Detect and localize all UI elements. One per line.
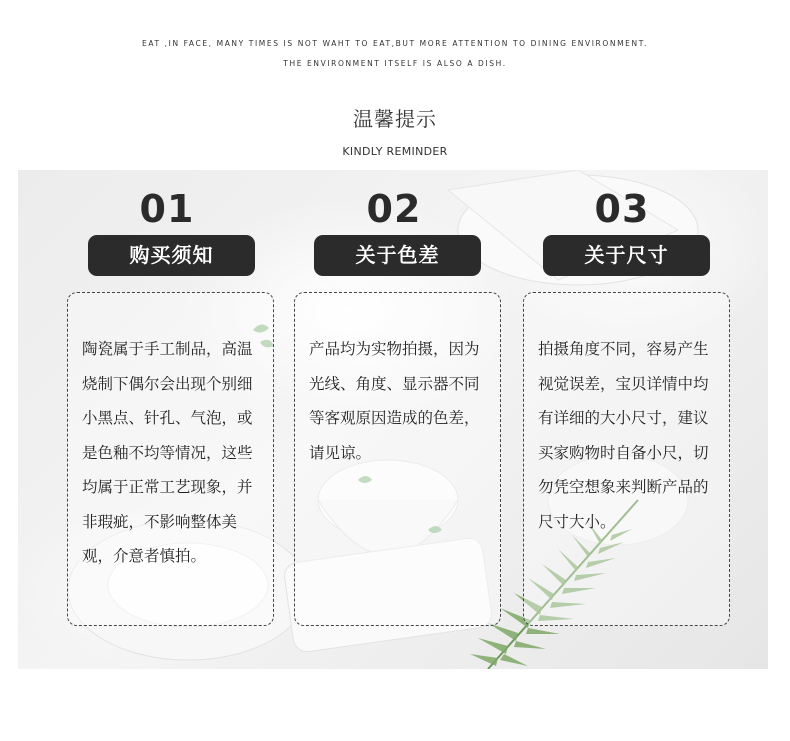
card-text-box [294,292,501,626]
card-number: 03 [594,187,650,231]
section-subtitle: KINDLY REMINDER [342,145,448,158]
reminder-card-2 [290,170,498,669]
card-text: 产品均为实物拍摄，因为光线、角度、显示器不同等客观原因造成的色差，请见谅。 [309,340,480,462]
reminder-card-1 [63,170,271,669]
section-title: 温馨提示 [353,107,437,131]
card-heading: 关于色差 [314,235,481,276]
card-text: 陶瓷属于手工制品，高温烧制下偶尔会出现个别细小黑点、针孔、气泡，或是色釉不均等情况，这些均属于正常工艺现象，并非瑕疵，不影响整体美观，介意者慎拍。 [82,340,253,565]
card-heading: 关于尺寸 [543,235,710,276]
reminder-card-3 [518,170,726,669]
tagline-line-1: EAT ,IN FACE, MANY TIMES IS NOT WAHT TO EAT,BUT MORE ATTENTION TO DINING ENVIRONMENT. [142,39,648,48]
card-number: 01 [139,187,195,231]
background-photo [18,170,768,669]
card-text-box [523,292,730,626]
card-text: 拍摄角度不同，容易产生视觉误差，宝贝详情中均有详细的大小尺寸，建议买家购物时自备小尺，切勿凭空想象来判断产品的尺寸大小。 [538,340,709,531]
card-heading: 购买须知 [88,235,255,276]
tagline-line-2: THE ENVIRONMENT ITSELF IS ALSO A DISH. [283,59,507,68]
card-text-box [67,292,274,626]
card-number: 02 [366,187,422,231]
